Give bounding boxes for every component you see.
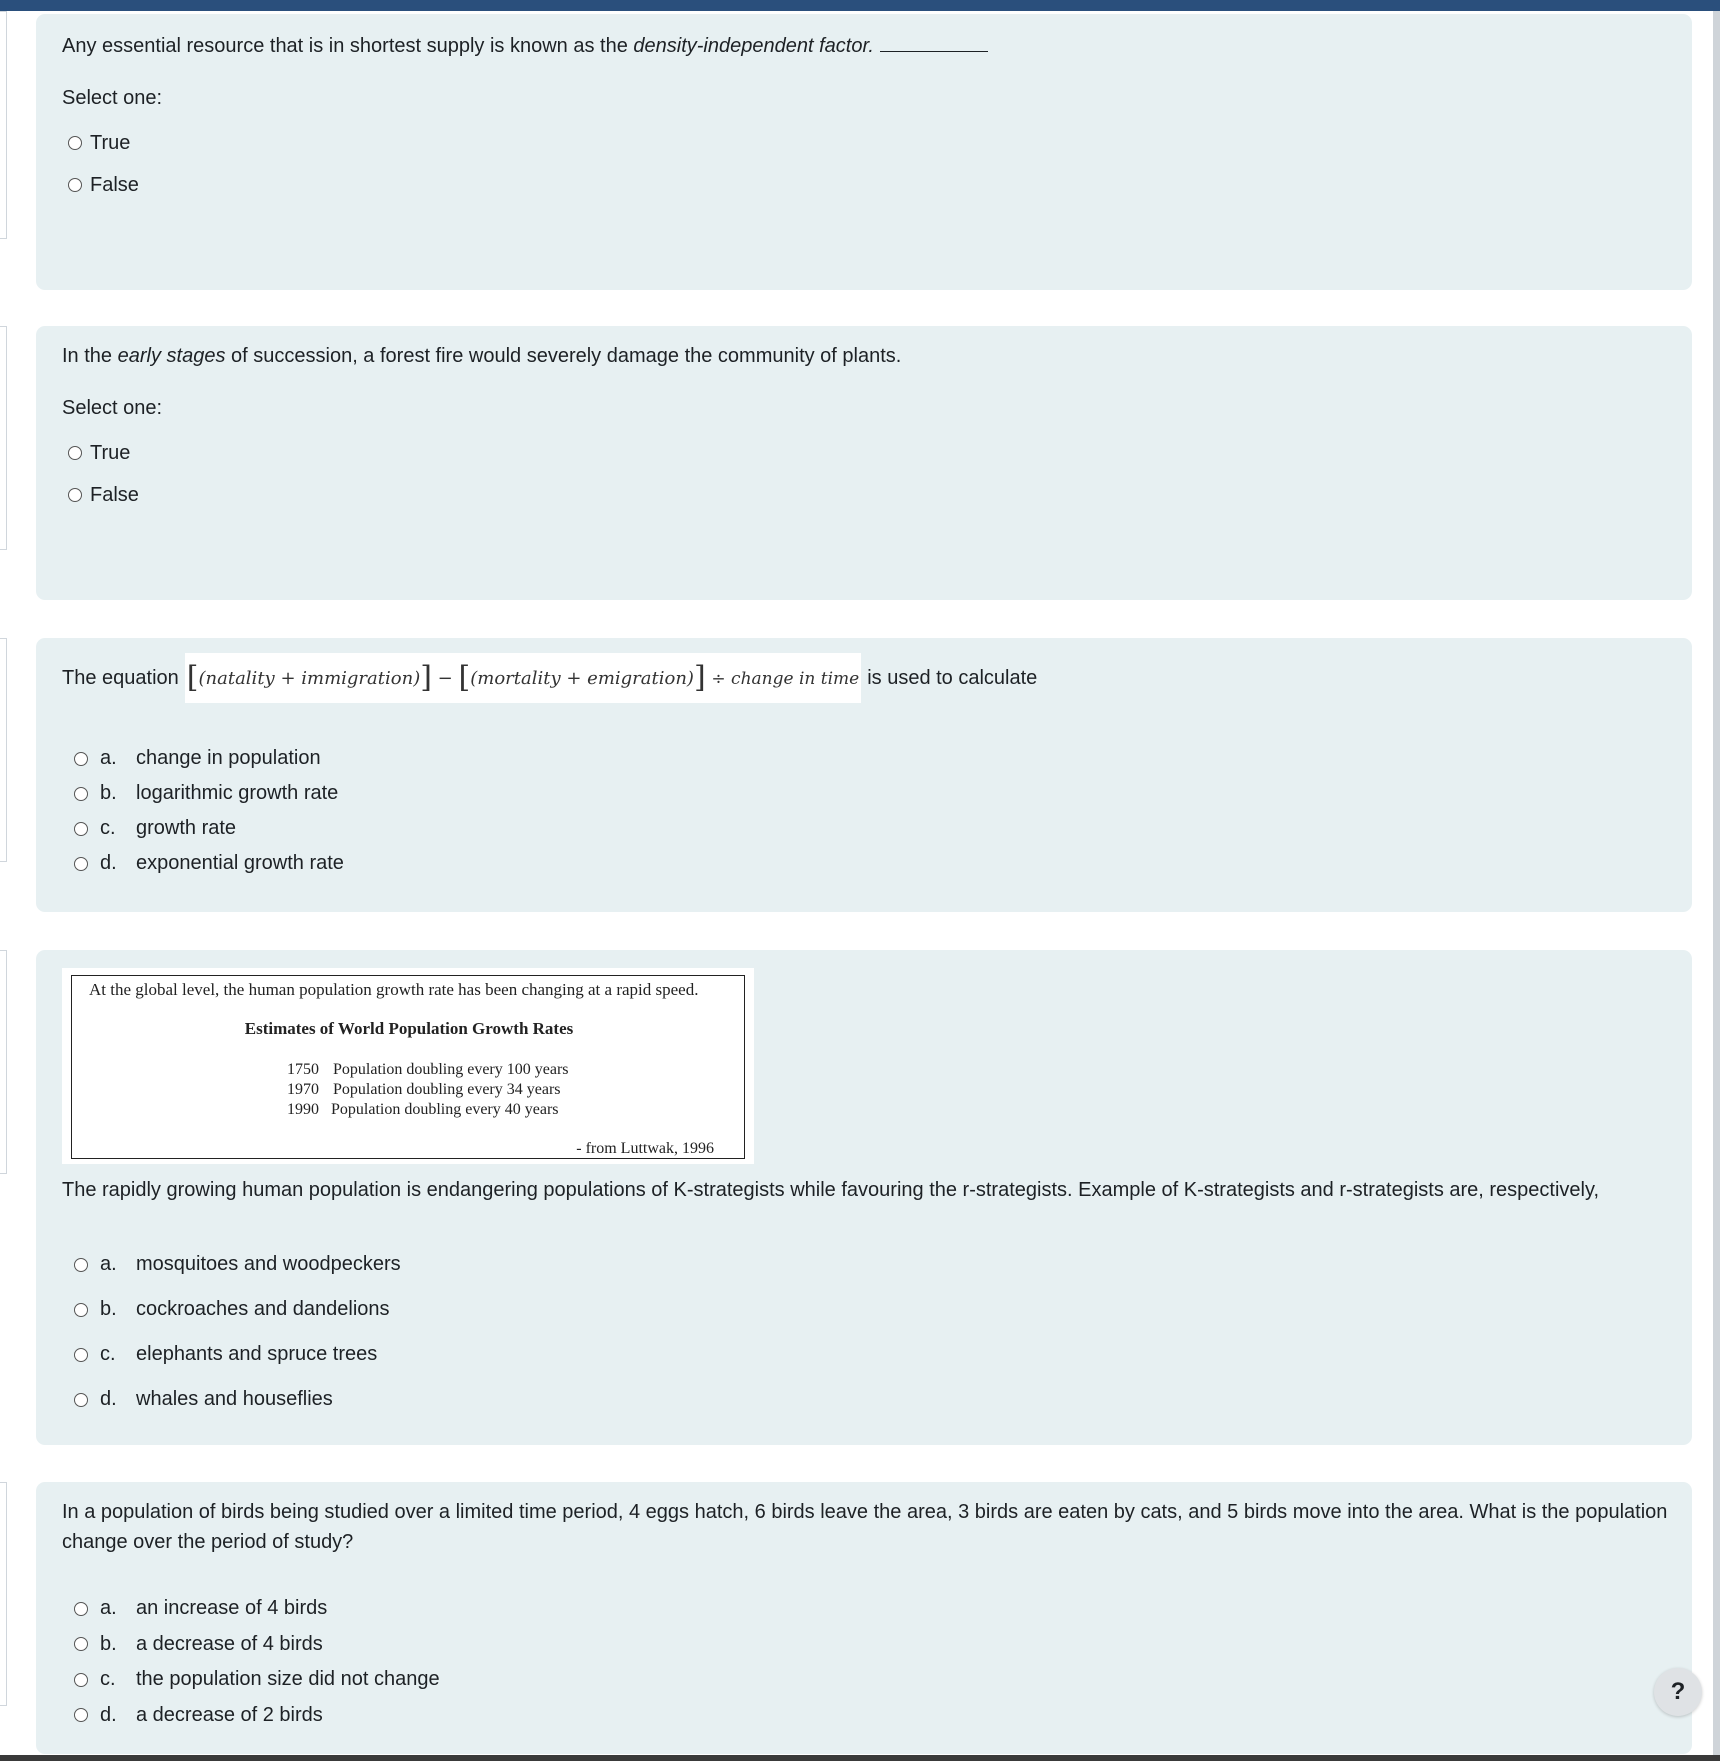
option-letter: c. [100,1343,116,1365]
radio-button[interactable] [68,136,82,150]
option-label: a decrease of 2 birds [136,1703,323,1726]
option-c[interactable] [62,1662,1666,1698]
option-label: an increase of 4 birds [136,1597,328,1620]
option-a[interactable] [62,1591,1666,1627]
radio-button[interactable] [74,822,88,836]
radio-button[interactable] [68,178,82,192]
option-label: mosquitoes and woodpeckers [136,1253,401,1275]
question-card-5 [36,1482,1692,1754]
radio-button[interactable] [74,1348,88,1362]
radio-button[interactable] [74,1673,88,1687]
question-info-tab-3 [0,638,7,862]
radio-button[interactable] [74,1708,88,1722]
question-text: The rapidly growing human population is endangering populations of K-strategists while favouring the r-strategists. Example of K-strategists and r-strategists are, respectively, [62,1179,1600,1201]
question-text [62,326,1666,371]
option-b[interactable] [62,1627,1666,1663]
radio-button[interactable] [74,1602,88,1616]
question-text: In a population of birds being studied over a limited time period, 4 eggs hatch, 6 birds leave the area, 3 birds are eaten by cats, and 5 birds move into the area. What is the population change over the period of study? [62,1501,1668,1553]
question-text-part: In the [62,345,113,367]
question-text-emphasis: early stages [117,345,226,367]
radio-button[interactable] [74,752,88,766]
equation-term: natality + immigration [205,668,414,689]
option-true[interactable] [62,122,1666,164]
figure-rows [287,1060,569,1120]
question-card-1 [36,14,1692,290]
option-label: True [90,441,131,464]
question-text [62,638,1666,703]
radio-button[interactable] [74,1303,88,1317]
figure-row: 1970 Population doubling every 34 years [287,1081,561,1098]
radio-button[interactable] [68,446,82,460]
question-info-tab-4 [0,950,7,1174]
select-one-label: Select one: [62,397,163,419]
option-label: the population size did not change [136,1668,440,1691]
option-label: elephants and spruce trees [136,1343,378,1365]
equation-term: ÷ change in time [711,669,860,689]
scrollbar[interactable] [1713,11,1720,1756]
question-text [62,14,1666,61]
radio-button[interactable] [74,1393,88,1407]
option-d[interactable] [62,846,1666,881]
option-c[interactable] [62,1332,401,1377]
question-text-part: of succession, a forest fire would severely damage the community of plants. [231,345,902,367]
option-letter: d. [100,1388,117,1410]
option-label: change in population [136,747,321,769]
option-letter: c. [100,817,116,839]
equation-operator: − [437,668,453,689]
option-label: False [90,483,139,506]
option-label: whales and houseflies [136,1388,333,1410]
question-text-part: The equation [62,667,179,689]
help-icon: ? [1670,1678,1686,1705]
option-label: True [90,131,131,154]
answer-blank [880,33,988,52]
question-info-tab-1 [0,11,7,239]
figure-intro: At the global level, the human population growth rate has been changing at a rapid speed. [89,980,699,999]
question-info-tab-5 [0,1482,7,1706]
option-label: cockroaches and dandelions [136,1298,390,1320]
option-a[interactable] [62,741,1666,776]
option-d[interactable] [62,1698,1666,1734]
help-button[interactable] [1654,1668,1702,1716]
radio-button[interactable] [74,1637,88,1651]
option-c[interactable] [62,811,1666,846]
radio-button[interactable] [68,488,82,502]
radio-button[interactable] [74,787,88,801]
option-b[interactable] [62,1287,401,1332]
select-one-label: Select one: [62,87,163,109]
question-card-4 [36,950,1692,1445]
option-a[interactable] [62,1242,401,1287]
radio-button[interactable] [74,1258,88,1272]
equation-term: mortality + emigration [477,668,687,689]
figure-frame [71,975,745,1159]
figure-title: Estimates of World Population Growth Rates [244,1019,574,1038]
option-letter: d. [100,852,117,874]
question-card-2 [36,326,1692,600]
option-true[interactable] [62,432,1666,474]
question-text-part: Any essential resource that is in shortest supply is known as the [62,35,628,57]
bottom-bar [0,1755,1720,1761]
option-label: a decrease of 4 birds [136,1632,323,1655]
option-letter: a. [100,1597,117,1620]
option-false[interactable] [62,164,1666,206]
top-navigation-bar [0,0,1720,11]
option-d[interactable] [62,1377,401,1422]
radio-button[interactable] [74,857,88,871]
figure-row: 1990 Population doubling every 40 years [287,1101,559,1118]
option-b[interactable] [62,776,1666,811]
figure-source: - from Luttwak, 1996 [576,1140,714,1157]
option-letter: d. [100,1703,117,1726]
question-card-3 [36,638,1692,912]
equation-image: [(natality + immigration)] − [(mortality + emigration)] ÷ change in time [185,653,861,703]
option-letter: b. [100,1632,117,1655]
option-label: False [90,173,139,196]
figure-image [62,968,754,1164]
option-letter: a. [100,747,117,769]
option-letter: a. [100,1253,117,1275]
option-false[interactable] [62,474,1666,516]
option-label: growth rate [136,817,237,839]
option-label: logarithmic growth rate [136,782,339,804]
option-letter: b. [100,1298,117,1320]
figure-row: 1750 Population doubling every 100 years [287,1061,569,1078]
question-text-emphasis: density-independent factor. [633,35,874,57]
question-text-part: is used to calculate [867,667,1038,689]
question-info-tab-2 [0,326,7,550]
option-letter: c. [100,1668,116,1691]
option-label: exponential growth rate [136,852,344,874]
option-letter: b. [100,782,117,804]
